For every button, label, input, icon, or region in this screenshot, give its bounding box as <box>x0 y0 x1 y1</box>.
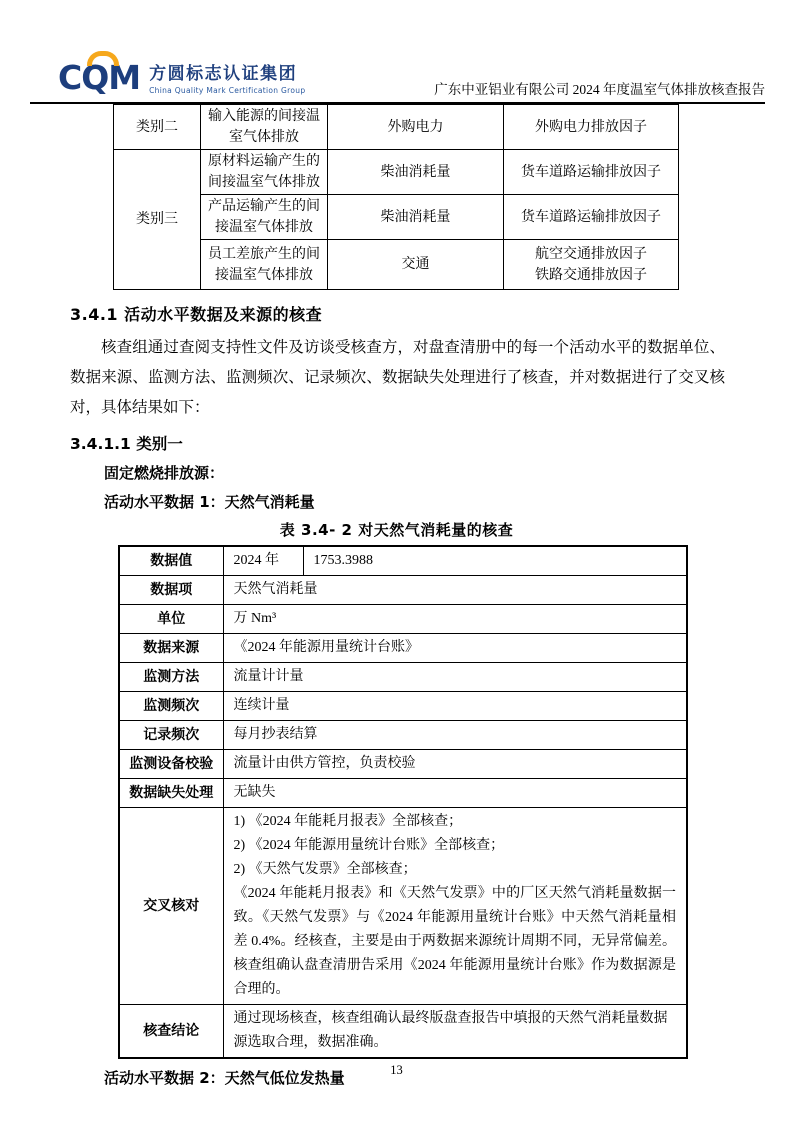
factor-cell: 货车道路运输排放因子 <box>504 150 679 195</box>
data-value-cell: 1753.3988 <box>303 546 687 576</box>
row-content: 《2024 年能源用量统计台账》 <box>223 634 687 663</box>
row-label: 数据值 <box>119 546 223 576</box>
factor-line-1: 航空交通排放因子 <box>535 246 647 262</box>
row-label: 数据来源 <box>119 634 223 663</box>
table-row <box>114 105 679 150</box>
table-row <box>119 692 687 721</box>
row-content: 天然气消耗量 <box>223 576 687 605</box>
row-label: 监测设备校验 <box>119 750 223 779</box>
table-row <box>119 721 687 750</box>
cqm-logo <box>58 59 305 95</box>
cross-check-detail: 《2024 年能耗月报表》和《天然气发票》中的厂区天然气消耗量数据一致。《天然气发票》与《2024 年能源用量统计台账》中天然气消耗量相差 0.4%。经核查，主要是由于两数据来源统计周期不同，无异常偏差。核查组确认盘查清册告采用《2024 年能源用量统计台账》作为数据源是合理的。 <box>233 886 676 997</box>
source-cell: 原材料运输产生的间接温室气体排放 <box>201 150 328 195</box>
cross-check-line-1: 1) 《2024 年能耗月报表》全部核查； <box>233 814 463 829</box>
source-cell: 员工差旅产生的间接温室气体排放 <box>201 240 328 290</box>
subsection-heading: 3.4.1.1 类别一 <box>70 435 183 453</box>
cross-check-row <box>119 808 687 1005</box>
section-paragraph: 核查组通过查阅支持性文件及访谈受核查方，对盘查清册中的每一个活动水平的数据单位、数据来源、监测方法、监测频次、记录频次、数据缺失处理进行了核查，并对数据进行了交叉核对，具体结果如下： <box>70 339 725 416</box>
row-content: 无缺失 <box>223 779 687 808</box>
category-cell: 类别三 <box>114 150 201 290</box>
cqm-logo-mark <box>58 57 141 97</box>
factor-cell: 外购电力排放因子 <box>504 105 679 150</box>
conclusion-content: 通过现场核查，核查组确认最终版盘查报告中填报的天然气消耗量数据源选取合理，数据准确。 <box>223 1005 687 1059</box>
logo-acronym: CQM <box>58 57 141 97</box>
report-title: 广东中亚铝业有限公司 2024 年度温室气体排放核查报告 <box>434 82 765 97</box>
factor-cell <box>504 240 679 290</box>
factor-cell: 货车道路运输排放因子 <box>504 195 679 240</box>
emission-source-label: 固定燃烧排放源： <box>104 464 225 482</box>
logo-name-en: China Quality Mark Certification Group <box>149 86 306 95</box>
table-row <box>119 663 687 692</box>
logo-text <box>149 59 305 95</box>
table-row <box>119 750 687 779</box>
cross-check-line-2: 2) 《2024 年能源用量统计台账》全部核查； <box>233 838 505 853</box>
source-cell: 产品运输产生的间接温室气体排放 <box>201 195 328 240</box>
section-heading: 3.4.1 活动水平数据及来源的核查 <box>70 305 323 324</box>
table-caption: 表 3.4- 2 对天然气消耗量的核查 <box>279 521 514 539</box>
row-label: 数据缺失处理 <box>119 779 223 808</box>
category-table <box>113 104 679 290</box>
table-row <box>119 605 687 634</box>
row-label: 记录频次 <box>119 721 223 750</box>
conclusion-row <box>119 1005 687 1059</box>
verification-table <box>118 545 688 1059</box>
factor-line-2: 铁路交通排放因子 <box>535 267 647 283</box>
table-row <box>119 576 687 605</box>
row-label: 核查结论 <box>119 1005 223 1059</box>
table-row <box>119 546 687 576</box>
row-content: 万 Nm³ <box>223 605 687 634</box>
table-row <box>114 150 679 195</box>
cross-check-content <box>223 808 687 1005</box>
activity-data-1-label: 活动水平数据 1：天然气消耗量 <box>104 493 315 511</box>
source-cell: 输入能源的间接温室气体排放 <box>201 105 328 150</box>
row-content: 每月抄表结算 <box>223 721 687 750</box>
table-row <box>119 634 687 663</box>
row-content: 流量计由供方管控，负责校验 <box>223 750 687 779</box>
table-row <box>119 779 687 808</box>
row-label: 监测方法 <box>119 663 223 692</box>
data-cell: 柴油消耗量 <box>328 195 504 240</box>
logo-name-cn: 方圆标志认证集团 <box>149 64 298 84</box>
row-label: 数据项 <box>119 576 223 605</box>
category-cell: 类别二 <box>114 105 201 150</box>
cross-check-line-3: 2) 《天然气发票》全部核查； <box>233 862 417 877</box>
row-content: 流量计计量 <box>223 663 687 692</box>
data-year-cell: 2024 年 <box>223 546 303 576</box>
data-cell: 外购电力 <box>328 105 504 150</box>
data-cell: 交通 <box>328 240 504 290</box>
row-label: 交叉核对 <box>119 808 223 1005</box>
activity-data-2-label: 活动水平数据 2：天然气低位发热量 <box>104 1069 345 1087</box>
row-label: 监测频次 <box>119 692 223 721</box>
data-cell: 柴油消耗量 <box>328 150 504 195</box>
row-content: 连续计量 <box>223 692 687 721</box>
logo-arc-icon <box>87 51 119 66</box>
page-header <box>30 42 765 104</box>
row-label: 单位 <box>119 605 223 634</box>
page-number: 13 <box>390 1063 403 1077</box>
